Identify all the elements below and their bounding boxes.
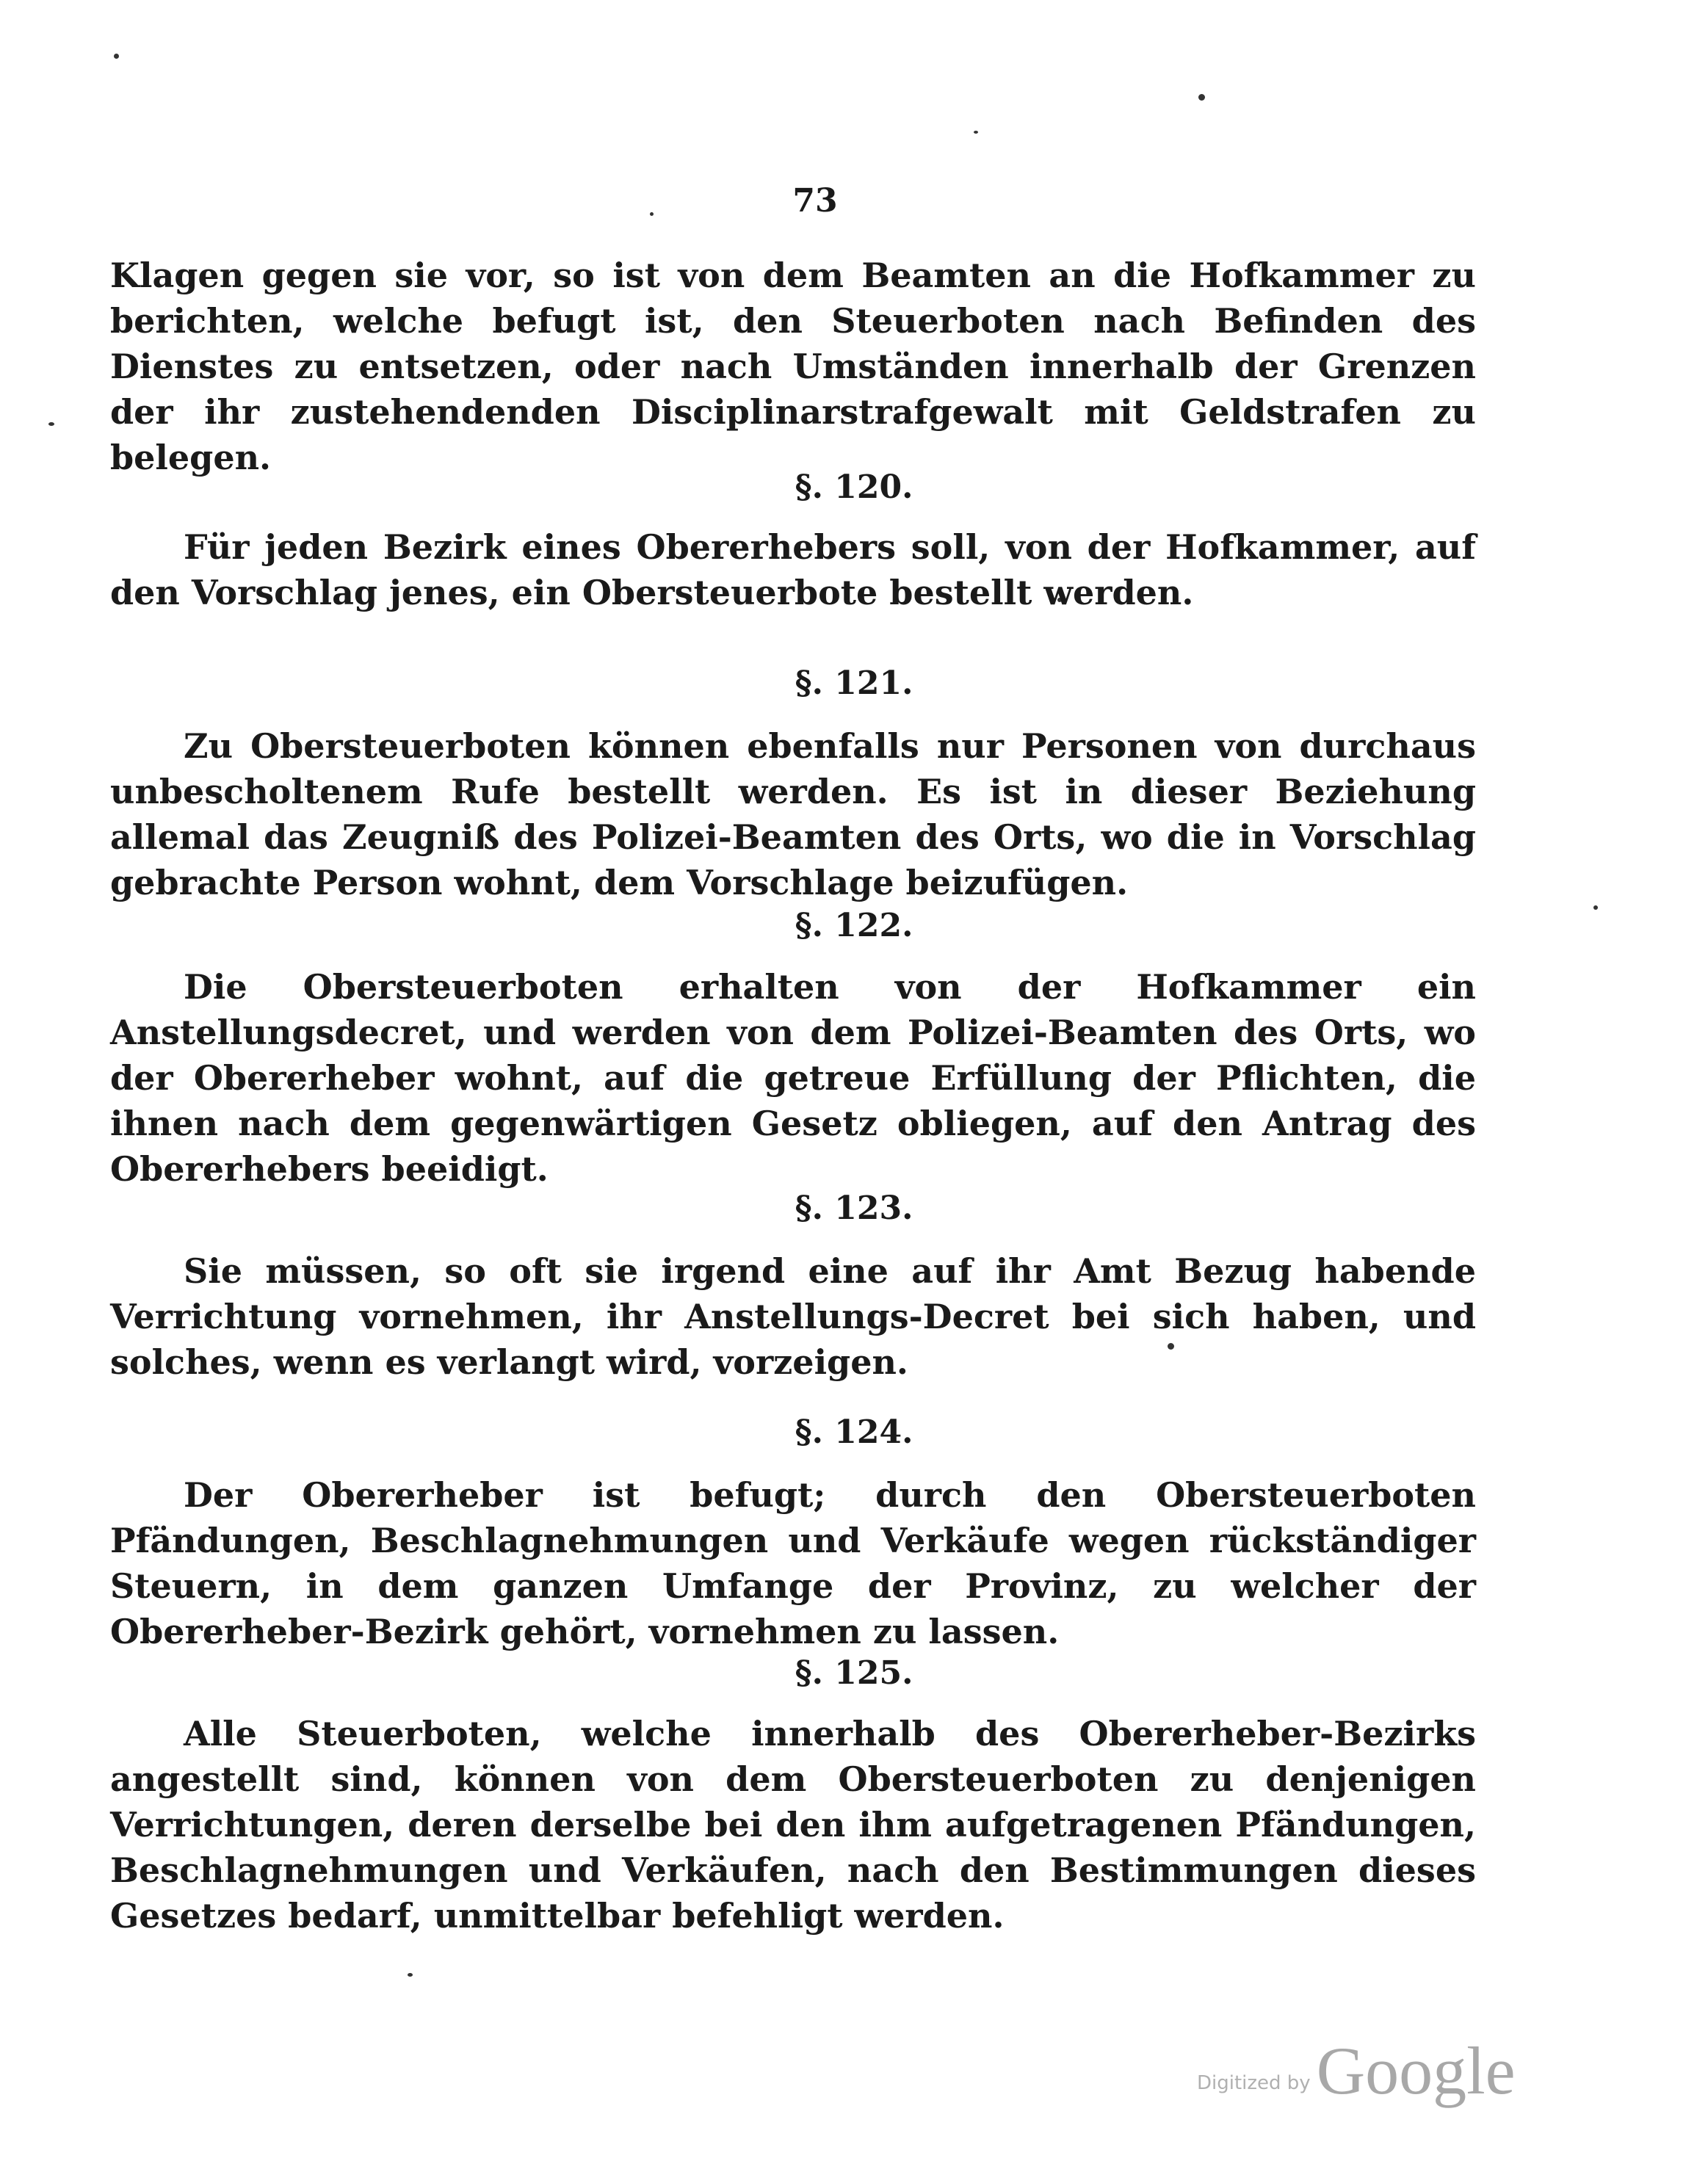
page-number: 73 xyxy=(792,182,838,220)
scan-speck xyxy=(114,54,119,59)
section-text-125: Alle Steuerboten, welche innerhalb des Obererheber-Bezirks angestellt sind, können von dem Obersteuerboten zu denjenigen Verrichtungen, deren derselbe bei den ihm aufgetragenen Pfändungen, Beschlagnehmungen und Verkäufen, nach den Bestimmungen dieses Gesetzes bedarf, unmittelbar befehligt werden. xyxy=(110,1714,1476,1936)
scan-speck xyxy=(650,212,654,216)
section-heading-120: §. 120. xyxy=(795,468,913,506)
scan-speck xyxy=(974,131,978,134)
watermark-small-text: Digitized by xyxy=(1197,2072,1311,2094)
section-text-122: Die Obersteuerboten erhalten von der Hofkammer ein Anstellungsdecret, und werden von dem Polizei-Beamten des Orts, wo der Obererheber wohnt, auf die getreue Erfüllung der Pflichten, die ihnen nach dem gegenwärtigen Gesetz obliegen, auf den Antrag des Obererhebers beeidigt. xyxy=(110,967,1476,1189)
section-heading-123: §. 123. xyxy=(795,1190,913,1227)
scan-speck xyxy=(48,422,54,426)
section-heading-124: §. 124. xyxy=(795,1413,913,1451)
continuation-paragraph: Klagen gegen sie vor, so ist von dem Beamten an die Hofkammer zu berichten, welche befugt ist, den Steuerboten nach Befinden des Dienstes zu entsetzen, oder nach Umständen innerhalb der Grenzen der ihr zustehendenden Disciplinarstrafgewalt mit Geldstrafen zu belegen. xyxy=(110,256,1476,477)
section-heading-121: §. 121. xyxy=(795,665,913,702)
section-text-124: Der Obererheber ist befugt; durch den Obersteuerboten Pfändungen, Beschlagnehmungen und Verkäufe wegen rückständiger Steuern, in dem ganzen Umfange der Provinz, zu welcher der Obererheber-Bezirk gehört, vornehmen zu lassen. xyxy=(110,1475,1476,1651)
scan-speck xyxy=(408,1973,413,1977)
digitized-by-google-watermark xyxy=(1197,2027,1564,2107)
google-logo: Google xyxy=(1316,2033,1516,2108)
section-heading-125: §. 125. xyxy=(795,1654,913,1692)
section-text-120: Für jeden Bezirk eines Obererhebers soll, von der Hofkammer, auf den Vorschlag jenes, ein Obersteuerbote bestellt werden. xyxy=(110,527,1476,612)
section-text-123: Sie müssen, so oft sie irgend eine auf ihr Amt Bezug habende Verrichtung vornehmen, ihr Anstellungs-Decret bei sich haben, und solches, wenn es verlangt wird, vorzeigen. xyxy=(110,1251,1476,1382)
section-text-121: Zu Obersteuerboten können ebenfalls nur Personen von durchaus unbescholtenem Rufe bestellt werden. Es ist in dieser Beziehung allemal das Zeugniß des Polizei-Beamten des Orts, wo die in Vorschlag gebrachte Person wohnt, dem Vorschlage beizufügen. xyxy=(110,726,1476,902)
scan-speck xyxy=(1198,94,1205,101)
section-heading-122: §. 122. xyxy=(795,907,913,944)
